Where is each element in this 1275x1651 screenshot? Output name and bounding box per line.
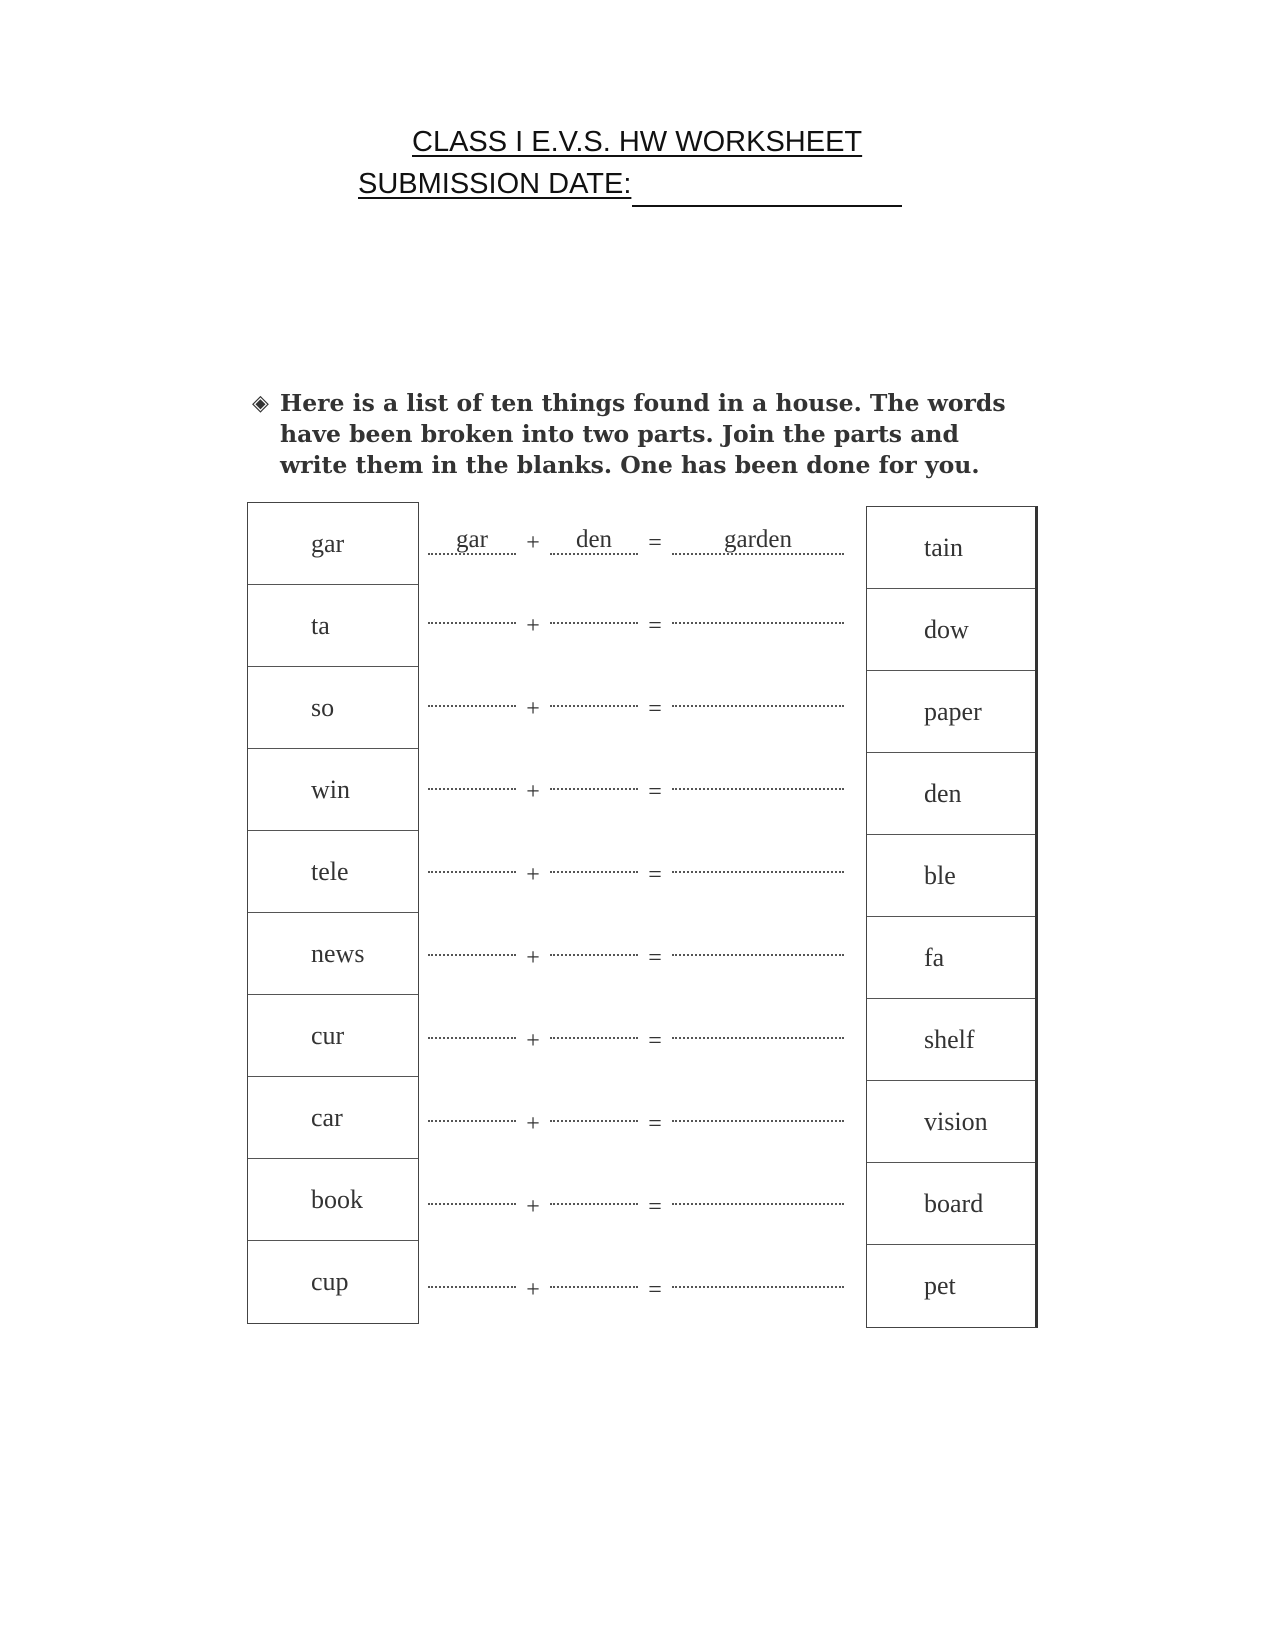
left-part-cell: gar bbox=[248, 503, 418, 585]
example-second-part: den bbox=[575, 525, 613, 553]
equation-row bbox=[428, 917, 858, 1000]
equation-row bbox=[428, 668, 858, 751]
left-part-cell: book bbox=[248, 1159, 418, 1241]
equation-row-example bbox=[428, 502, 858, 585]
equation-row bbox=[428, 1083, 858, 1166]
equals-sign: = bbox=[648, 696, 662, 722]
equals-sign: = bbox=[648, 1028, 662, 1054]
plus-sign: + bbox=[526, 530, 540, 556]
right-part-cell: den bbox=[867, 753, 1035, 835]
equation-row bbox=[428, 1000, 858, 1083]
second-part-blank[interactable] bbox=[550, 525, 638, 558]
plus-sign: + bbox=[526, 1277, 540, 1303]
equals-sign: = bbox=[648, 862, 662, 888]
first-part-blank[interactable] bbox=[428, 525, 516, 558]
right-part-cell: pet bbox=[924, 1271, 956, 1300]
left-part-cell: news bbox=[248, 913, 418, 995]
plus-sign: + bbox=[526, 779, 540, 805]
right-part-cell: paper bbox=[867, 671, 1035, 753]
equals-sign: = bbox=[648, 779, 662, 805]
submission-date-label: SUBMISSION DATE: bbox=[358, 168, 632, 200]
equals-sign: = bbox=[648, 945, 662, 971]
left-part-cell: cup bbox=[311, 1267, 349, 1296]
right-part-cell: board bbox=[867, 1163, 1035, 1245]
plus-sign: + bbox=[526, 862, 540, 888]
equations-column bbox=[428, 502, 858, 1332]
diamond-bullet-icon: ◈ bbox=[252, 390, 269, 416]
right-part-cell: dow bbox=[867, 589, 1035, 671]
plus-sign: + bbox=[526, 1194, 540, 1220]
submission-date-blank[interactable] bbox=[632, 205, 902, 207]
instruction-text: Here is a list of ten things found in a house. The words have been broken into two parts. Join the parts and write them in the blanks. One has been done for you. bbox=[280, 389, 1006, 479]
right-part-cell: vision bbox=[867, 1081, 1035, 1163]
example-first-part: gar bbox=[456, 525, 488, 553]
result-blank[interactable] bbox=[672, 525, 844, 558]
instruction bbox=[252, 388, 1032, 481]
right-parts-column bbox=[866, 506, 1038, 1328]
plus-sign: + bbox=[526, 1028, 540, 1054]
equals-sign: = bbox=[648, 1111, 662, 1137]
equals-sign: = bbox=[648, 613, 662, 639]
left-parts-column bbox=[247, 502, 419, 1324]
right-part-cell: fa bbox=[867, 917, 1035, 999]
equation-row bbox=[428, 751, 858, 834]
plus-sign: + bbox=[526, 696, 540, 722]
worksheet-title: CLASS I E.V.S. HW WORKSHEET bbox=[412, 126, 863, 158]
equation-row bbox=[428, 1166, 858, 1249]
right-part-cell: tain bbox=[867, 507, 1035, 589]
left-part-cell: cur bbox=[248, 995, 418, 1077]
plus-sign: + bbox=[526, 945, 540, 971]
left-part-cell: so bbox=[248, 667, 418, 749]
left-part-cell: car bbox=[248, 1077, 418, 1159]
equation-row bbox=[428, 585, 858, 668]
equation-row bbox=[428, 834, 858, 917]
left-part-cell: win bbox=[248, 749, 418, 831]
equals-sign: = bbox=[648, 1277, 662, 1303]
left-part-cell: ta bbox=[248, 585, 418, 667]
plus-sign: + bbox=[526, 1111, 540, 1137]
equation-row bbox=[428, 1249, 858, 1332]
equals-sign: = bbox=[648, 530, 662, 556]
right-part-cell: shelf bbox=[867, 999, 1035, 1081]
example-result: garden bbox=[723, 525, 793, 553]
right-part-cell: ble bbox=[867, 835, 1035, 917]
equals-sign: = bbox=[648, 1194, 662, 1220]
left-part-cell: tele bbox=[248, 831, 418, 913]
plus-sign: + bbox=[526, 613, 540, 639]
